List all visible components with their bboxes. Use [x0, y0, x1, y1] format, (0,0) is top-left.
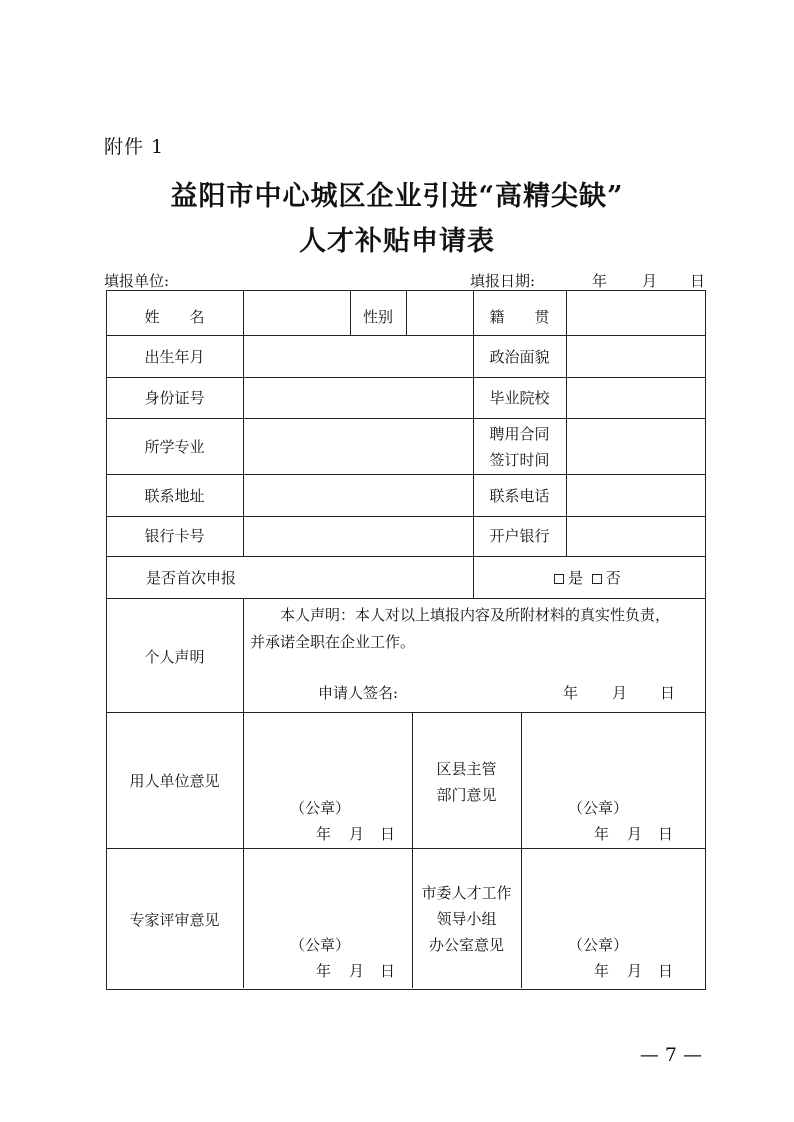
label-expert-opinion: 专家评审意见: [129, 911, 220, 929]
row-divider: [106, 474, 706, 475]
row-divider: [106, 712, 706, 713]
signature-year: 年: [563, 684, 579, 702]
label-name: 姓 名: [144, 308, 205, 326]
attachment-label: 附件 1: [104, 136, 165, 158]
label-district-line1: 区县主管: [436, 760, 497, 778]
label-political-status: 政治面貌: [489, 348, 550, 366]
first-apply-options: [550, 565, 621, 591]
district-month: 月: [627, 825, 643, 843]
committee-year: 年: [594, 962, 610, 980]
declaration-text-line1: 本人声明：本人对以上填报内容及所附材料的真实性负责，: [280, 606, 671, 624]
no-checkbox[interactable]: [592, 574, 602, 584]
declaration-text-line2: 并承诺全职在企业工作。: [250, 633, 416, 651]
fill-date-year: 年: [592, 272, 608, 290]
col-divider: [521, 712, 522, 988]
expert-day: 日: [380, 962, 396, 980]
label-id-number: 身份证号: [144, 389, 205, 407]
form-title-line1: 益阳市中心城区企业引进“高精尖缺”: [170, 181, 624, 212]
label-district-line2: 部门意见: [436, 786, 497, 804]
employer-month: 月: [349, 825, 365, 843]
label-committee-line3: 办公室意见: [428, 936, 504, 954]
signature-month: 月: [612, 684, 628, 702]
label-address: 联系地址: [144, 487, 205, 505]
employer-seal: （公章）: [290, 799, 351, 817]
col-divider: [566, 290, 567, 556]
yes-label: 是: [568, 569, 584, 587]
row-divider: [106, 516, 706, 517]
row-divider: [106, 377, 706, 378]
committee-seal: （公章）: [568, 936, 629, 954]
fill-unit-label: 填报单位:: [104, 272, 170, 290]
expert-year: 年: [316, 962, 332, 980]
label-school: 毕业院校: [489, 389, 550, 407]
label-phone: 联系电话: [489, 487, 550, 505]
page-number: — 7 —: [639, 1044, 702, 1066]
label-committee-line1: 市委人才工作: [421, 884, 512, 902]
label-native-place: 籍 贯: [489, 308, 550, 326]
col-divider: [406, 290, 407, 335]
employer-day: 日: [380, 825, 396, 843]
label-bank-card: 银行卡号: [144, 527, 205, 545]
district-seal: （公章）: [568, 799, 629, 817]
district-year: 年: [594, 825, 610, 843]
label-major: 所学专业: [144, 438, 205, 456]
form-title-line2: 人才补贴申请表: [299, 226, 495, 257]
no-label: 否: [605, 569, 621, 587]
label-declaration: 个人声明: [144, 648, 205, 666]
label-bank: 开户银行: [489, 527, 550, 545]
signature-label: 申请人签名:: [318, 684, 399, 702]
row-divider: [106, 418, 706, 419]
expert-month: 月: [349, 962, 365, 980]
label-first-apply: 是否首次申报: [146, 569, 237, 587]
fill-date-label: 填报日期:: [470, 272, 536, 290]
label-employer-opinion: 用人单位意见: [129, 772, 220, 790]
row-divider: [106, 598, 706, 599]
label-gender: 性别: [362, 308, 393, 326]
row-divider: [106, 335, 706, 336]
signature-day: 日: [660, 684, 676, 702]
col-divider: [243, 290, 244, 556]
label-committee-line2: 领导小组: [436, 910, 497, 928]
label-birth: 出生年月: [144, 348, 205, 366]
col-divider: [243, 598, 244, 988]
fill-date-month: 月: [642, 272, 658, 290]
district-day: 日: [658, 825, 674, 843]
committee-day: 日: [658, 962, 674, 980]
label-contract-line1: 聘用合同: [489, 425, 550, 443]
expert-seal: （公章）: [290, 936, 351, 954]
row-divider: [106, 556, 706, 557]
label-contract-line2: 签订时间: [489, 451, 550, 469]
committee-month: 月: [627, 962, 643, 980]
fill-date-day: 日: [690, 272, 706, 290]
yes-checkbox[interactable]: [554, 574, 564, 584]
employer-year: 年: [316, 825, 332, 843]
row-divider: [106, 848, 706, 849]
